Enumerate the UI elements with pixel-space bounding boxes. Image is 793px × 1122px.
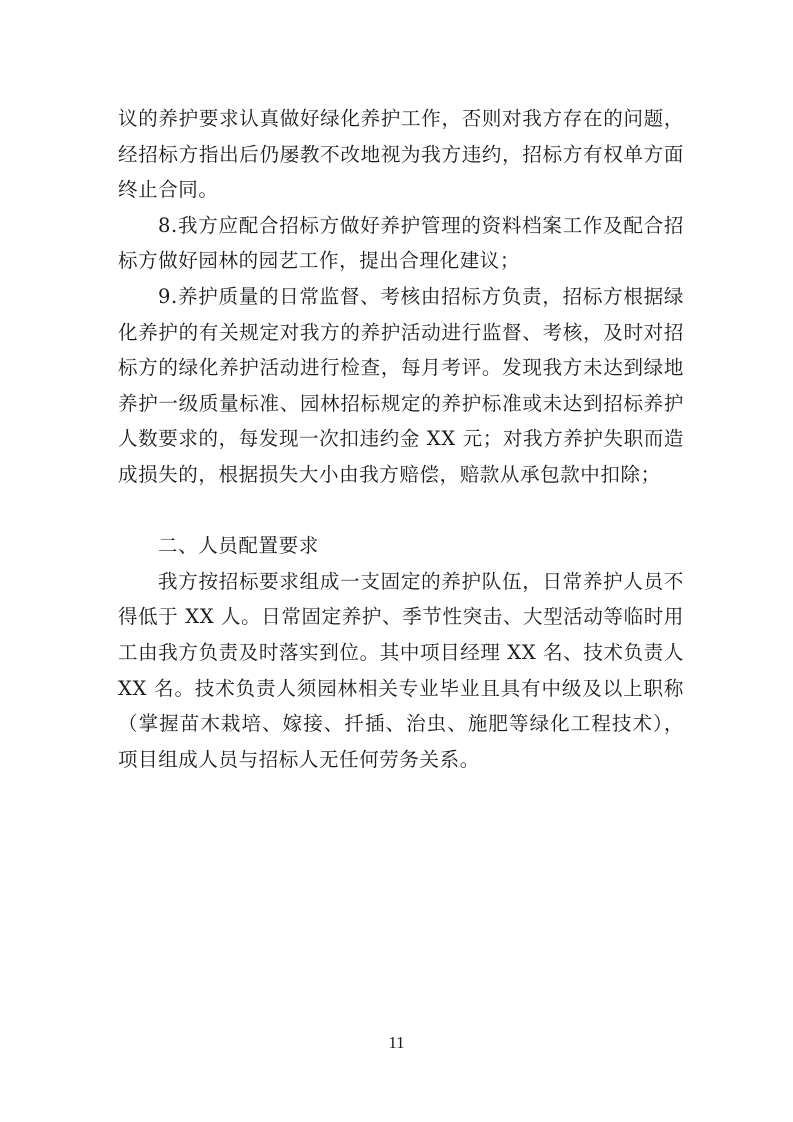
clause-8-paragraph: 8.我方应配合招标方做好养护管理的资料档案工作及配合招标方做好园林的园艺工作，提出合理化建议；	[118, 213, 684, 273]
section-spacer	[118, 493, 684, 529]
page-number: 11	[388, 1033, 405, 1052]
clause-9-paragraph: 9.养护质量的日常监督、考核由招标方负责，招标方根据绿化养护的有关规定对我方的养护活动进行监督、考核，及时对招标方的绿化养护活动进行检查，每月考评。发现我方未达到绿地养护一级质量标准、园林招标规定的养护标准或未达到招标养护人数要求的，每发现一次扣违约金 XX 元；对我方养护失职而造成损失的，根据损失大小由我方赔偿，赔款从承包款中扣除；	[118, 284, 684, 486]
document-body	[118, 101, 684, 777]
continued-paragraph: 议的养护要求认真做好绿化养护工作，否则对我方存在的问题，经招标方指出后仍屡教不改地视为我方违约，招标方有权单方面终止合同。	[118, 107, 684, 202]
staffing-paragraph: 我方按招标要求组成一支固定的养护队伍，日常养护人员不得低于 XX 人。日常固定养护、季节性突击、大型活动等临时用工由我方负责及时落实到位。其中项目经理 XX 名、技术负责人 XX 名。技术负责人须园林相关专业毕业且具有中级及以上职称（掌握苗木栽培、嫁接、扦插、治虫、施肥等绿化工程技术），项目组成人员与招标人无任何劳务关系。	[118, 569, 684, 771]
section-heading: 二、人员配置要求	[158, 534, 319, 558]
